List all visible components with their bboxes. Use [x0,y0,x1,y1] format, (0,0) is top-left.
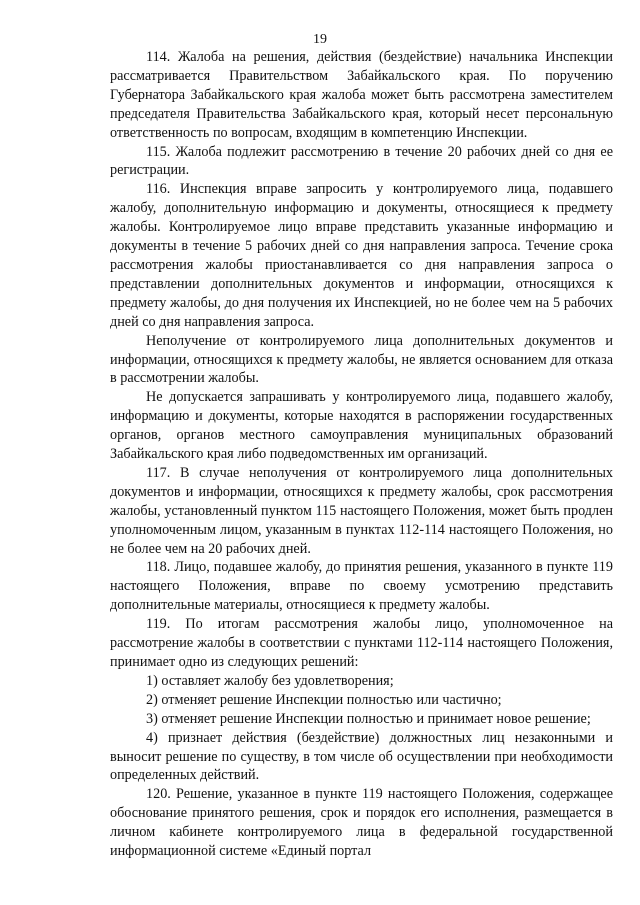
list-item-3: 3) отменяет решение Инспекции полностью и принимает новое решение; [146,710,591,727]
paragraph-116: 116. Инспекция вправе запросить у контролируемого лица, подавшего жалобу, дополнительную информацию и документы, относящиеся к предмету жалобы. Контролируемое лицо вправе представить указанные информацию и документы в течение 5 рабочих дней со дня направления запроса. Течение срока рассмотрения жалобы приостанавливается со дня направления запроса о представлении дополнительных документов и информации, относящихся к предмету жалобы, до дня получения их Инспекцией, но не более чем на 5 рабочих дней со дня направления запроса. [110,181,613,330]
paragraph-119: 119. По итогам рассмотрения жалобы лицо, уполномоченное на рассмотрение жалобы в соответствии с пунктами 112-114 настоящего Положения, принимает одно из следующих решений: [110,616,613,670]
paragraph-115: 115. Жалоба подлежит рассмотрению в течение 20 рабочих дней со дня ее регистрации. [110,143,613,179]
list-item-1: 1) оставляет жалобу без удовлетворения; [146,672,394,689]
paragraph-116-non-receipt: Неполучение от контролируемого лица дополнительных документов и информации, относящихся к предмету жалобы, не является основанием для отказа в рассмотрении жалобы. [110,332,613,387]
page-number: 19 [313,32,327,47]
list-item-2: 2) отменяет решение Инспекции полностью или частично; [146,691,502,708]
paragraph-114: 114. Жалоба на решения, действия (бездействие) начальника Инспекции рассматривается Правительством Забайкальского края. По поручению Губернатора Забайкальского края жалоба может быть рассмотрена заместителем председателя Правительства Забайкальского края, который несет персональную ответственность по вопросам, входящим в компетенцию Инспекции. [110,49,613,141]
document-body [110,48,613,861]
paragraph-116-not-allowed: Не допускается запрашивать у контролируемого лица, подавшего жалобу, информацию и документы, которые находятся в распоряжении государственных органов, органов местного самоуправления муниципальных образований Забайкальского края либо подведомственных им организаций. [110,389,613,463]
paragraph-120: 120. Решение, указанное в пункте 119 настоящего Положения, содержащее обоснование принятого решения, срок и порядок его исполнения, размещается в личном кабинете контролируемого лица в федеральной государственной информационной системе «Единый портал [110,786,613,860]
list-item-4: 4) признает действия (бездействие) должностных лиц незаконными и выносит решение по существу, в том числе об осуществлении при необходимости определенных действий. [110,729,613,784]
paragraph-118: 118. Лицо, подавшее жалобу, до принятия решения, указанного в пункте 119 настоящего Положения, вправе по своему усмотрению представить дополнительные материалы, относящиеся к предмету жалобы. [110,559,613,614]
paragraph-117: 117. В случае неполучения от контролируемого лица дополнительных документов и информации, относящихся к предмету жалобы, срок рассмотрения жалобы, установленный пунктом 115 настоящего Положения, может быть продлен уполномоченным лицом, указанным в пунктах 112-114 настоящего Положения, но не более чем на 20 рабочих дней. [110,464,613,557]
